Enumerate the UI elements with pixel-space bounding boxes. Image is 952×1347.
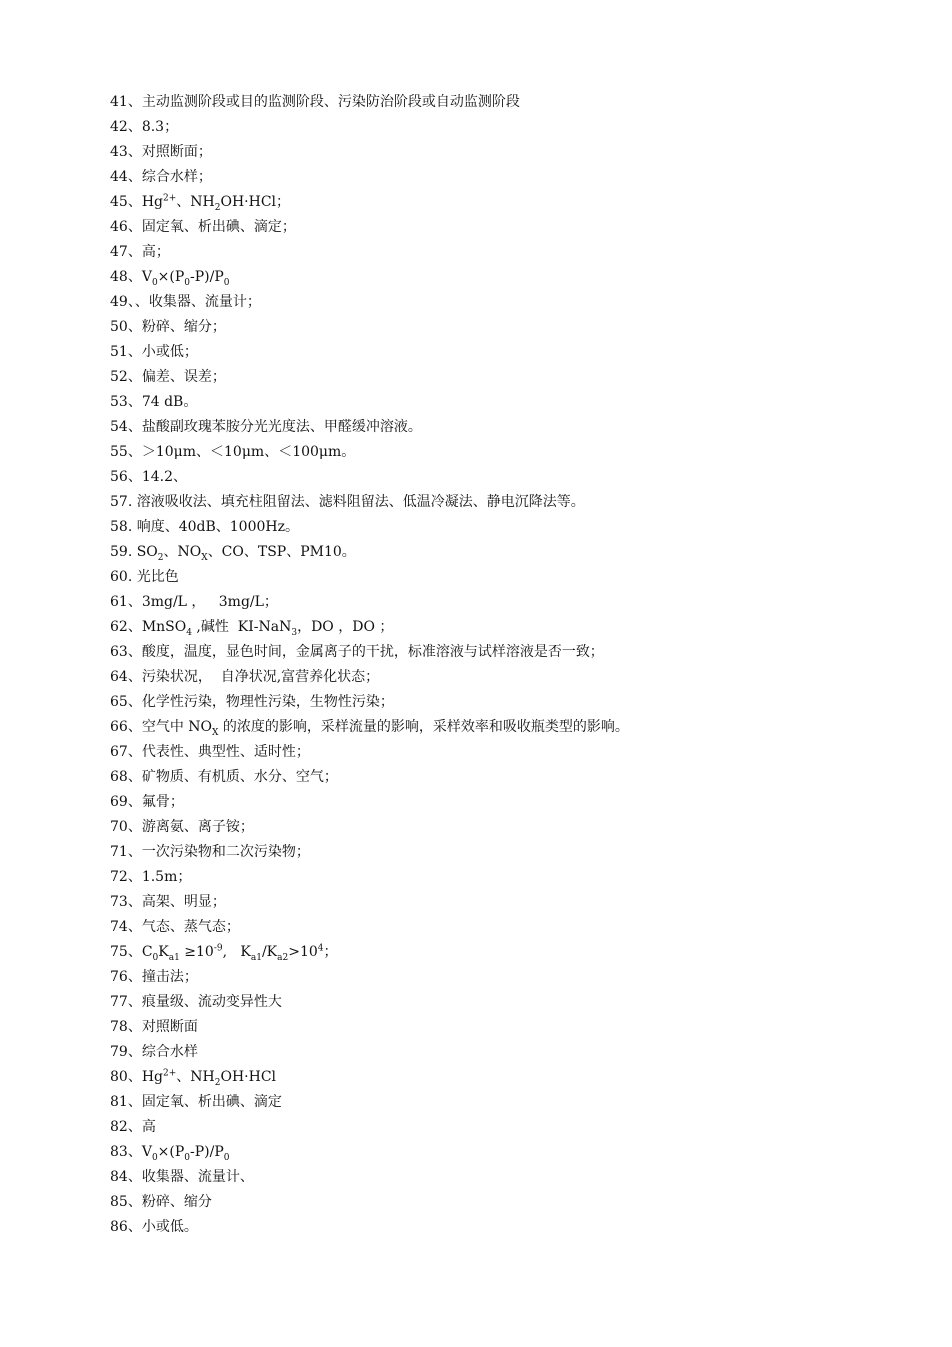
answer-line: 52、偏差、误差；	[110, 369, 226, 385]
answer-line: 74、气态、蒸气态；	[110, 919, 240, 935]
answer-line: 69、氟骨；	[110, 794, 184, 810]
answer-line: 84、收集器、流量计、	[110, 1169, 254, 1185]
answer-line: 71、一次污染物和二次污染物；	[110, 844, 310, 860]
answer-line: 47、高；	[110, 244, 170, 260]
answer-line: 53、74 dB。	[110, 394, 198, 410]
answer-list	[110, 90, 910, 1240]
answer-line: 77、痕量级、流动变异性大	[110, 994, 282, 1010]
answer-line: 56、14.2、	[110, 469, 187, 485]
answer-line: 66、空气中 $NO_X$ 的浓度的影响，采样流量的影响，采样效率和吸收瓶类型的影响。	[110, 719, 629, 738]
answer-line: 50、粉碎、缩分；	[110, 319, 226, 335]
answer-line: 83、$V_0\times(P_0-P)/P_0$	[110, 1144, 230, 1163]
answer-line: 73、高架、明显；	[110, 894, 226, 910]
answer-line: 86、小或低。	[110, 1219, 198, 1235]
answer-line: 70、游离氨、离子铵；	[110, 819, 254, 835]
answer-line: 43、对照断面；	[110, 144, 212, 160]
answer-line: 75、$C_0K_{a1} \ge 10^{-9}$, $K_{a1}/K_{a2}>10^4$；	[110, 943, 338, 963]
answer-line: 82、高	[110, 1119, 156, 1135]
answer-line: 41、主动监测阶段或目的监测阶段、污染防治阶段或自动监测阶段	[110, 94, 520, 110]
answer-line: 61、3mg/L ， 3mg/L；	[110, 594, 278, 610]
answer-line: 62、MnSO$_4$ ,碱性 KI-NaN$_3$，DO ，DO ；	[110, 619, 394, 638]
answer-line: 85、粉碎、缩分	[110, 1194, 212, 1210]
answer-line: 72、1.5m；	[110, 869, 192, 885]
answer-line: 79、综合水样	[110, 1044, 198, 1060]
answer-line: 49、、收集器、流量计；	[110, 294, 261, 310]
answer-line: 45、$Hg^{2+}$、$NH_2OH\cdot HCl$；	[110, 193, 291, 213]
answer-line: 57. 溶液吸收法、填充柱阻留法、滤料阻留法、低温冷凝法、静电沉降法等。	[110, 494, 585, 510]
answer-line: 64、污染状况， 自净状况,富营养化状态；	[110, 669, 380, 685]
answer-line: 65、化学性污染，物理性污染，生物性污染；	[110, 694, 394, 710]
answer-line: 51、小或低；	[110, 344, 198, 360]
answer-line: 44、综合水样；	[110, 169, 212, 185]
answer-line: 59. $SO_2$、$NO_X$、CO、TSP、PM10。	[110, 544, 356, 563]
answer-line: 81、固定氧、析出碘、滴定	[110, 1094, 282, 1110]
answer-line: 78、对照断面	[110, 1019, 198, 1035]
answer-line: 58. 响度、40dB、1000Hz。	[110, 519, 299, 535]
answer-line: 48、$V_0\times(P_0-P)/P_0$	[110, 269, 230, 288]
answer-line: 42、8.3；	[110, 119, 179, 135]
answer-line: 55、＞10μm、＜10μm、＜100μm。	[110, 444, 356, 460]
answer-line: 76、撞击法；	[110, 969, 198, 985]
answer-line: 46、固定氧、析出碘、滴定；	[110, 219, 296, 235]
answer-line: 63、酸度，温度，显色时间，金属离子的干扰，标准溶液与试样溶液是否一致；	[110, 644, 604, 660]
answer-line: 67、代表性、典型性、适时性；	[110, 744, 310, 760]
answer-line: 80、$Hg^{2+}$、$NH_2OH\cdot HCl$	[110, 1068, 277, 1088]
answer-line: 60. 光比色	[110, 569, 179, 585]
answer-line: 54、盐酸副玫瑰苯胺分光光度法、甲醛缓冲溶液。	[110, 419, 422, 435]
answer-line: 68、矿物质、有机质、水分、空气；	[110, 769, 338, 785]
